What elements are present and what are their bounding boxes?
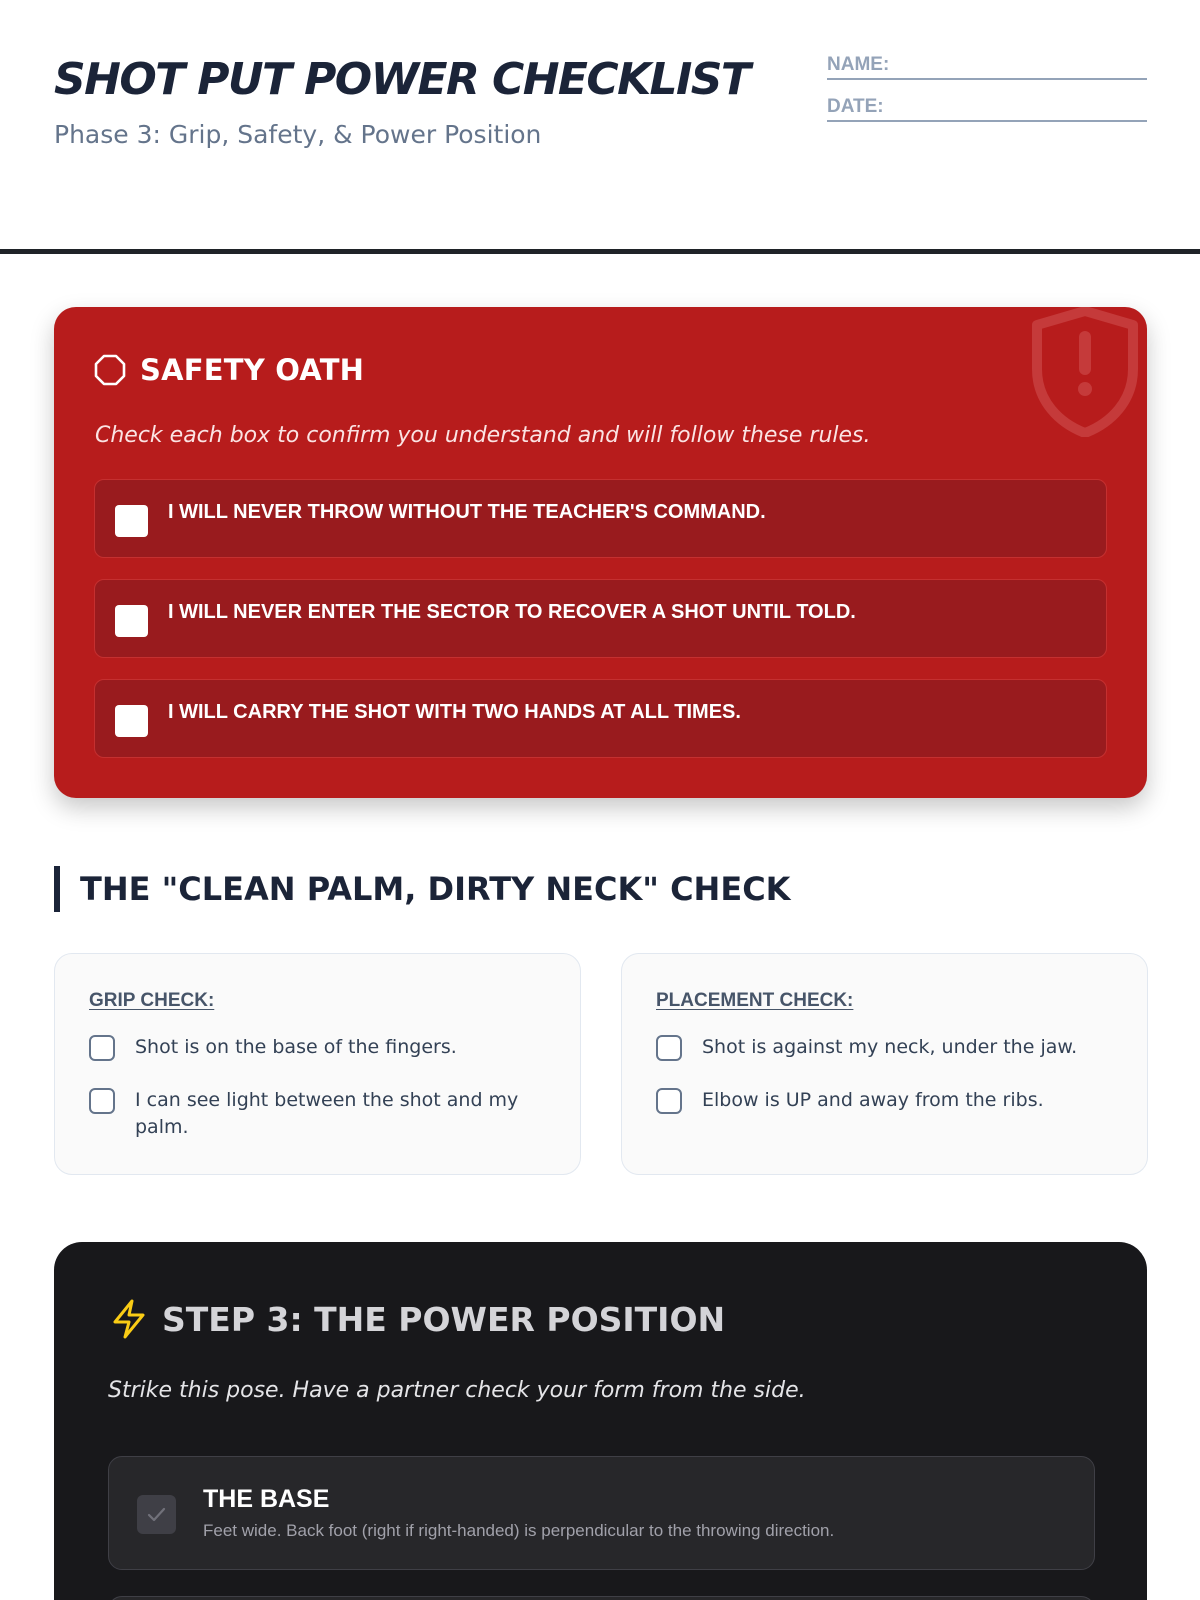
placement-checkbox[interactable]	[656, 1035, 682, 1061]
oath-text: I WILL NEVER THROW WITHOUT THE TEACHER'S COMMAND.	[168, 501, 766, 523]
step-item[interactable]	[108, 1456, 1095, 1570]
checkmark-icon	[145, 1503, 168, 1526]
grip-check-card	[54, 953, 581, 1175]
safety-heading	[94, 353, 364, 387]
name-field[interactable]	[827, 54, 1147, 80]
step-title: THE BASE	[203, 1485, 330, 1513]
step-item[interactable]	[108, 1596, 1095, 1600]
safety-instructions: Check each box to confirm you understand and will follow these rules.	[95, 423, 871, 448]
oath-text: I WILL NEVER ENTER THE SECTOR TO RECOVER A SHOT UNTIL TOLD.	[168, 601, 856, 623]
grip-item-text: Shot is on the base of the fingers.	[135, 1036, 457, 1058]
step-description: Feet wide. Back foot (right if right-handed) is perpendicular to the throwing direction.	[203, 1521, 835, 1540]
page-subtitle: Phase 3: Grip, Safety, & Power Position	[54, 120, 542, 149]
power-instructions: Strike this pose. Have a partner check your form from the side.	[108, 1378, 806, 1403]
oath-checkbox[interactable]	[115, 505, 148, 537]
grip-check-label: GRIP CHECK:	[89, 990, 215, 1011]
oath-text: I WILL CARRY THE SHOT WITH TWO HANDS AT ALL TIMES.	[168, 701, 741, 723]
step-checkbox[interactable]	[137, 1495, 176, 1534]
placement-check-label: PLACEMENT CHECK:	[656, 990, 854, 1011]
octagon-icon	[94, 354, 126, 386]
oath-item[interactable]	[94, 479, 1107, 558]
grip-item-text: I can see light between the shot and my palm.	[135, 1089, 519, 1138]
safety-oath-card	[54, 307, 1147, 798]
oath-checkbox[interactable]	[115, 705, 148, 737]
grip-checkbox[interactable]	[89, 1035, 115, 1061]
date-field[interactable]	[827, 96, 1147, 122]
grip-checkbox[interactable]	[89, 1088, 115, 1114]
power-heading	[110, 1298, 725, 1340]
page-title: SHOT PUT POWER CHECKLIST	[54, 54, 750, 105]
placement-check-card	[621, 953, 1148, 1175]
power-position-card	[54, 1242, 1147, 1600]
placement-item-text: Elbow is UP and away from the ribs.	[702, 1089, 1044, 1111]
shield-alert-icon	[1029, 307, 1141, 437]
safety-title: SAFETY OATH	[140, 353, 365, 387]
power-title: STEP 3: THE POWER POSITION	[162, 1299, 726, 1339]
oath-checkbox[interactable]	[115, 605, 148, 637]
name-label: NAME:	[827, 54, 890, 75]
oath-item[interactable]	[94, 679, 1107, 758]
lightning-bolt-icon	[110, 1298, 148, 1340]
oath-item[interactable]	[94, 579, 1107, 658]
worksheet-header	[0, 0, 1200, 254]
placement-checkbox[interactable]	[656, 1088, 682, 1114]
placement-item-text: Shot is against my neck, under the jaw.	[702, 1036, 1078, 1058]
clean-palm-section-title: THE "CLEAN PALM, DIRTY NECK" CHECK	[54, 866, 790, 912]
date-label: DATE:	[827, 96, 884, 117]
